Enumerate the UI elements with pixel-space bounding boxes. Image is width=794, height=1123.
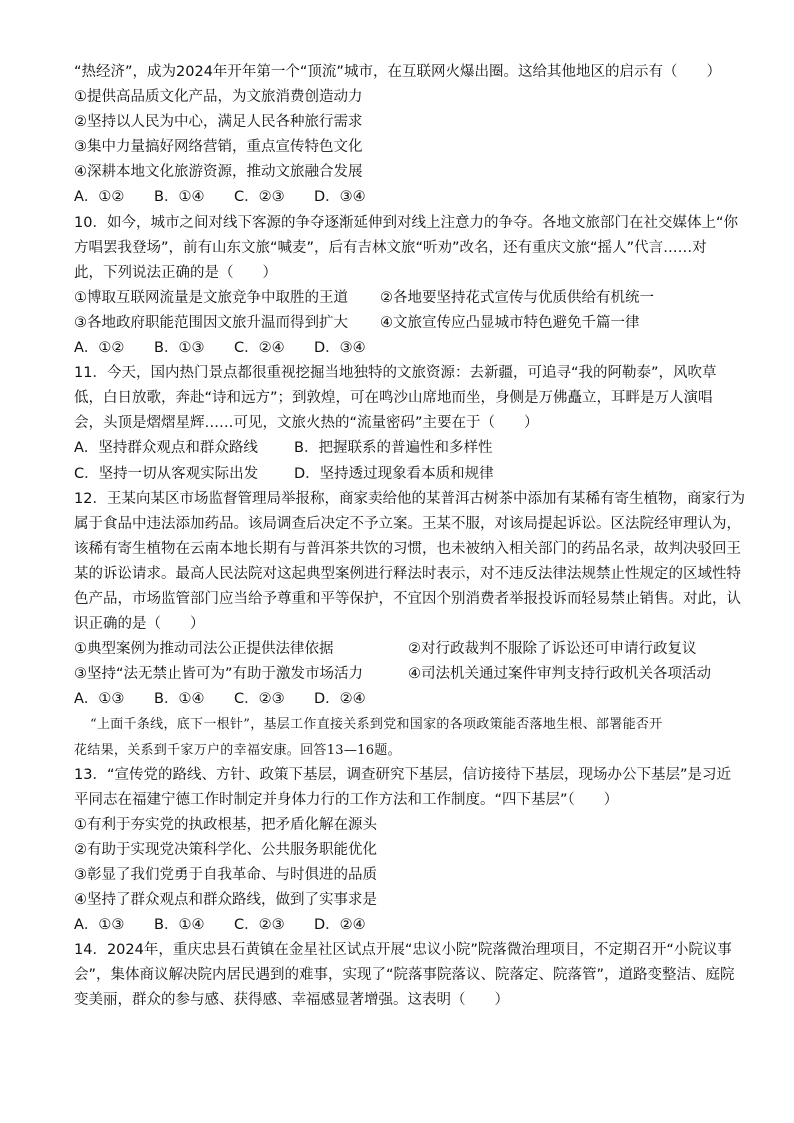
q10-option-4: ④文旅宣传应凸显城市特色避免千篇一律 xyxy=(380,314,640,331)
q11-stem-line-1: 11．今天，国内热门景点都很重视挖掘当地独特的文旅资源：去新疆，可追寻“我的阿勒泰”，风吹草 xyxy=(74,365,717,382)
q11-option-b: B．把握联系的普遍性和多样性 xyxy=(294,440,493,457)
q10-option-2: ②各地要坚持花式宣传与优质供给有机统一 xyxy=(380,289,654,306)
q9-answer-a: A．①② xyxy=(74,189,125,206)
q12-option-1: ①典型案例为推动司法公正提供法律依据 xyxy=(74,641,334,658)
q9-answer-d: D．③④ xyxy=(314,189,366,206)
q9-answer-b: B．①④ xyxy=(154,189,205,206)
q13-answer-c: C．②③ xyxy=(234,917,285,934)
q11-stem-line-2: 低，白日放歌，奔赴“诗和远方”；到敦煌，可在鸣沙山席地而坐，身侧是万佛矗立，耳畔是万人演唱 xyxy=(74,390,713,407)
q11-option-a: A．坚持群众观点和群众路线 xyxy=(74,440,258,457)
q10-stem-line-3: 此，下列说法正确的是（ ） xyxy=(74,264,277,281)
q12-stem-line-3: 该稀有寄生植物在云南本地长期有与普洱茶共饮的习惯，也未被纳入相关部门的药品名录，故判决驳回王 xyxy=(74,540,741,557)
q9-option-3: ③集中力量搞好网络营销，重点宣传特色文化 xyxy=(74,139,363,156)
q10-answer-c: C．②④ xyxy=(234,340,285,357)
q14-stem-line-1: 14．2024年，重庆忠县石黄镇在金星社区试点开展“忠议小院”院落微治理项目，不定期召开“小院议事 xyxy=(74,942,732,959)
q10-stem-line-2: 方唱罢我登场”，前有山东文旅“喊麦”，后有吉林文旅“听劝”改名，还有重庆文旅“摇人”代言……对 xyxy=(74,239,707,256)
q12-stem-line-2: 属于食品中违法添加药品。该局调查后决定不予立案。王某不服，对该局提起诉讼。区法院经审理认为， xyxy=(74,515,741,532)
q13-option-1: ①有利于夯实党的执政根基，把矛盾化解在源头 xyxy=(74,816,377,833)
q12-answer-a: A．①③ xyxy=(74,691,125,708)
material-intro-line-1: “上面千条线，底下一根针”，基层工作直接关系到党和国家的各项政策能否落地生根、部署能否开 xyxy=(90,717,663,733)
q10-answer-a: A．①② xyxy=(74,340,125,357)
q12-answer-d: D．②④ xyxy=(314,691,366,708)
q9-answers xyxy=(74,185,724,210)
q13-stem-line-1: 13．“宣传党的路线、方针、政策下基层，调查研究下基层，信访接待下基层，现场办公下基层”是习近 xyxy=(74,766,731,783)
q12-option-2: ②对行政裁判不服除了诉讼还可申请行政复议 xyxy=(408,641,697,658)
q12-options-row-2 xyxy=(74,662,724,687)
q12-options-row-1 xyxy=(74,637,724,662)
q12-option-4: ④司法机关通过案件审判支持行政机关各项活动 xyxy=(408,666,711,683)
q10-option-1: ①博取互联网流量是文旅竞争中取胜的王道 xyxy=(74,289,348,306)
q10-stem-line-1: 10．如今，城市之间对线下客源的争夺逐渐延伸到对线上注意力的争夺。各地文旅部门在社交媒体上“你 xyxy=(74,214,738,231)
q11-option-c: C．坚持一切从客观实际出发 xyxy=(74,465,259,482)
q12-answer-b: B．①④ xyxy=(154,691,205,708)
q13-option-3: ③彰显了我们党勇于自我革命、与时俱进的品质 xyxy=(74,867,377,883)
q10-answer-d: D．③④ xyxy=(314,340,366,357)
q13-answers xyxy=(74,913,724,938)
q9-answer-c: C．②③ xyxy=(234,189,285,206)
q13-stem-line-2: 平同志在福建宁德工作时制定并身体力行的工作方法和工作制度。“四下基层”（ ） xyxy=(74,791,619,808)
q10-option-3: ③各地政府职能范围因文旅升温而得到扩大 xyxy=(74,314,348,331)
q10-answers xyxy=(74,336,724,361)
q9-option-2: ②坚持以人民为中心，满足人民各种旅行需求 xyxy=(74,114,363,131)
q12-stem-line-5: 色产品，市场监管部门应当给予尊重和平等保护，不宜因个别消费者举报投诉而轻易禁止销售。对此，认 xyxy=(74,590,741,607)
q9-stem: “热经济”，成为2024年开年第一个“顶流”城市，在互联网火爆出圈。这给其他地区的启示有（ ） xyxy=(74,64,721,80)
q11-options-row-1 xyxy=(74,436,724,461)
q12-option-3: ③坚持“法无禁止皆可为”有助于激发市场活力 xyxy=(74,666,364,683)
material-intro-line-2: 花结果，关系到千家万户的幸福安康。回答13—16题。 xyxy=(74,742,401,758)
q13-answer-b: B．①④ xyxy=(154,917,205,934)
q11-stem-line-3: 会，头顶是熠熠星辉……可见，文旅火热的“流量密码”主要在于（ ） xyxy=(74,415,539,432)
q9-option-4: ④深耕本地文化旅游资源，推动文旅融合发展 xyxy=(74,164,363,181)
q12-stem-line-4: 某的诉讼请求。最高人民法院对这起典型案例进行释法时表示，对不违反法律法规禁止性规定的区域性特 xyxy=(74,565,741,582)
q10-options-row-2 xyxy=(74,311,724,336)
exam-page xyxy=(74,60,745,1014)
q10-answer-b: B．①③ xyxy=(154,340,205,357)
q14-stem-line-2: 会”，集体商议解决院内居民遇到的难事，实现了“院落事院落议、院落定、院落管”，道路变整洁、庭院 xyxy=(74,967,735,984)
q12-stem-line-1: 12．王某向某区市场监督管理局举报称，商家卖给他的某普洱古树茶中添加有某稀有寄生植物，商家行为 xyxy=(74,490,745,507)
q12-stem-line-6: 识正确的是（ ） xyxy=(74,616,205,633)
q11-options-row-2 xyxy=(74,462,724,487)
q9-option-1: ①提供高品质文化产品，为文旅消费创造动力 xyxy=(74,89,363,106)
q13-option-4: ④坚持了群众观点和群众路线，做到了实事求是 xyxy=(74,892,377,909)
q12-answer-c: C．②③ xyxy=(234,691,285,708)
q13-option-2: ②有助于实现党决策科学化、公共服务职能优化 xyxy=(74,841,377,858)
q12-answers xyxy=(74,687,724,712)
q10-options-row-1 xyxy=(74,286,724,311)
q11-option-d: D．坚持透过现象看本质和规律 xyxy=(294,465,494,482)
q13-answer-a: A．①③ xyxy=(74,917,125,934)
q14-stem-line-3: 变美丽，群众的参与感、获得感、幸福感显著增强。这表明（ ） xyxy=(74,992,509,1009)
q13-answer-d: D．②④ xyxy=(314,917,366,934)
